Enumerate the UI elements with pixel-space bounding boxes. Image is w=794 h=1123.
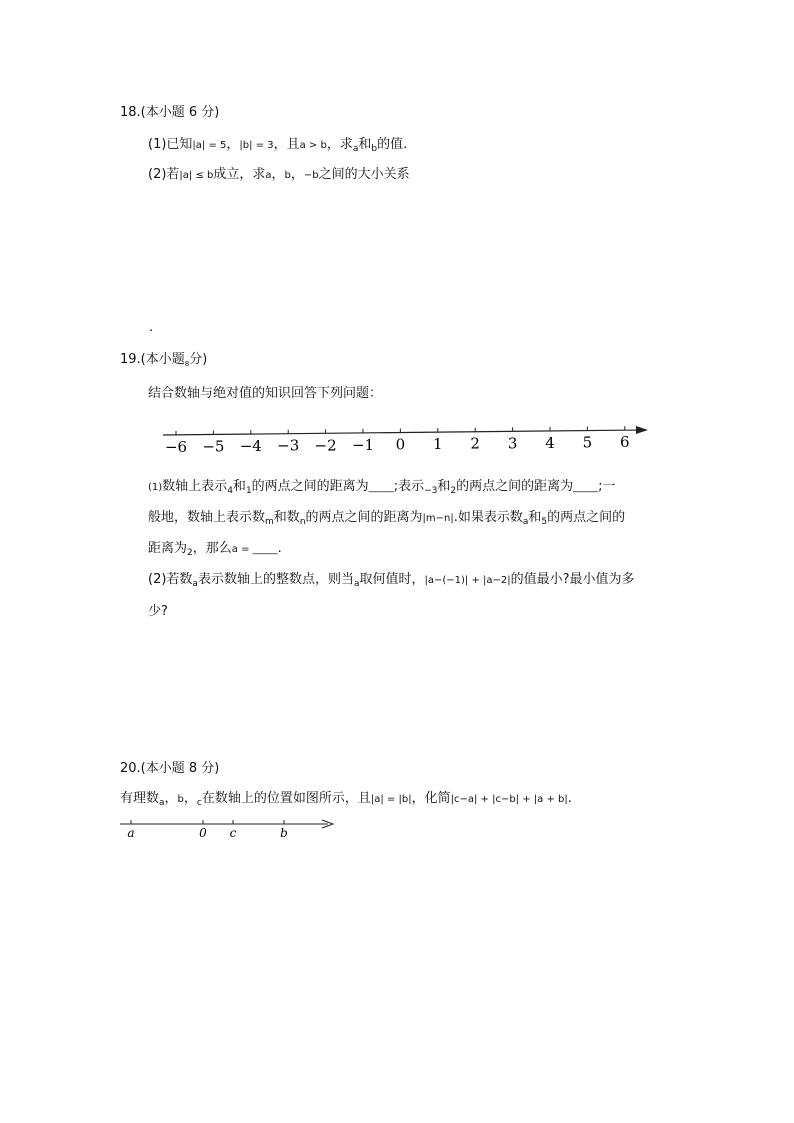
q20-text4: . xyxy=(567,791,572,806)
q19-p1-num5: 5 xyxy=(541,517,548,527)
q19-p1-and2: 和 xyxy=(437,479,451,494)
q20-text: 有理数 xyxy=(120,791,160,806)
q19-p1-l2-text4: .如果表示数 xyxy=(453,510,523,525)
q19-p1-l3-text: 距离为 xyxy=(148,541,188,556)
q19-p1-l3-text3: . xyxy=(277,541,282,556)
q18-p2-text: (2)若 xyxy=(148,167,180,182)
number-line-point-label: b xyxy=(280,826,288,840)
q19-p1-blank1[interactable]: _____ xyxy=(368,482,394,493)
number-line-tick-label: 1 xyxy=(433,435,443,454)
number-line-axis xyxy=(163,430,640,435)
q19-part1-line3 xyxy=(148,541,282,558)
q19-p1-l2-text2: 和数 xyxy=(273,510,300,525)
number-line-tick-label: 3 xyxy=(507,434,518,453)
q18-p1-text3: ，求 xyxy=(326,137,353,152)
q18-p1-text: (1)已知 xyxy=(148,137,193,152)
q18-answer-dot: . xyxy=(149,320,154,335)
q19-p1-l3-text2: ，那么 xyxy=(192,541,232,556)
q19-p1-and: 和 xyxy=(232,479,246,494)
q20-var-b: b xyxy=(177,794,184,805)
number-line-tick-label: −1 xyxy=(351,435,375,454)
q19-p1-formula: |m−n| xyxy=(422,513,454,524)
number-line-tick-label: 4 xyxy=(545,433,555,452)
q19-p2-text4: 的值最小?最小值为多 xyxy=(510,572,635,587)
q18-p1-text4: 和 xyxy=(358,137,372,152)
q19-p1-var-n: n xyxy=(299,517,306,527)
q20-sep2: ， xyxy=(183,791,197,806)
q19-p1-text4: 的两点之间的距离为 xyxy=(456,479,574,494)
q19-p1-var-a: a xyxy=(522,517,529,527)
q19-p1-num2: 2 xyxy=(450,486,457,496)
number-line-tick-label: 2 xyxy=(470,434,480,453)
q19-p1-l2-text: 般地，数轴上表示数 xyxy=(148,510,266,525)
q20-var-a: a xyxy=(159,798,165,808)
q19-header xyxy=(120,352,207,369)
q19-p1-label: (1) xyxy=(148,482,163,493)
q18-p1-cond: a > b xyxy=(299,140,327,151)
q18-p1-abs-a: |a| = 5 xyxy=(192,140,227,151)
q18-part2 xyxy=(148,167,410,184)
q18-p2-text2: 成立，求 xyxy=(213,167,266,182)
q19-p1-blank2[interactable]: _____ xyxy=(573,482,599,493)
number-line-tick-label: −3 xyxy=(277,436,300,455)
number-line-tick-label: −6 xyxy=(164,437,188,456)
q19-p1-text: 数轴上表示 xyxy=(162,479,228,494)
q18-p1-abs-b: |b| = 3 xyxy=(239,140,274,151)
q19-p1-num2b: 2 xyxy=(187,548,193,558)
q19-p1-text2: 的两点之间的距离为 xyxy=(251,479,369,494)
q19-number-line xyxy=(0,420,794,460)
q20-sep1: ， xyxy=(164,791,178,806)
q19-p1-num4: 4 xyxy=(227,486,233,496)
q19-part2-line2: 少? xyxy=(148,604,168,619)
q18-part1 xyxy=(148,137,407,154)
number-line-tick-label: −2 xyxy=(314,436,337,455)
q19-p1-l2-text3: 的两点之间的距离为 xyxy=(305,510,423,525)
number-line-point-label: a xyxy=(127,826,135,840)
q19-p2-text3: 取何值时， xyxy=(359,572,425,587)
q20-var-c: c xyxy=(196,798,202,808)
q19-p2-var-a: a xyxy=(192,579,198,589)
q19-header-text: 19.(本小题 xyxy=(120,352,185,367)
number-line-point-label: 0 xyxy=(199,826,207,840)
q19-p2-text2: 表示数轴上的整数点，则当 xyxy=(197,572,354,587)
q19-intro: 结合数轴与绝对值的知识回答下列问题： xyxy=(148,386,383,401)
q19-p1-answer-blank[interactable]: a = _____ xyxy=(231,544,278,555)
q20-text3: ，化简 xyxy=(411,791,451,806)
q19-p2-formula: |a−(−1)| + |a−2| xyxy=(424,575,511,586)
q18-p1-sep: ， xyxy=(226,137,240,152)
number-line-point-label: c xyxy=(229,826,237,840)
q19-p2-text: (2)若数 xyxy=(148,572,193,587)
q18-p1-var-b: b xyxy=(371,144,378,154)
number-line-tick-label: 0 xyxy=(395,435,406,454)
q20-number-line xyxy=(0,812,794,842)
q20-cond: |a| = |b| xyxy=(370,794,412,805)
q19-p1-var-m: m xyxy=(265,517,274,527)
q19-p2-var-a2: a xyxy=(353,579,360,589)
q19-p1-text3: ;表示 xyxy=(393,479,425,494)
q19-p1-l2-text6: 的两点之间的 xyxy=(547,510,626,525)
q20-header: 20.(本小题 8 分) xyxy=(120,761,220,776)
q19-part2-line1 xyxy=(148,572,635,589)
q18-header: 18.(本小题 6 分) xyxy=(120,105,220,120)
q19-header-score: 8 xyxy=(184,360,190,368)
q20-statement xyxy=(120,791,572,808)
q18-p2-sep1: ， xyxy=(271,167,285,182)
q19-p1-num1: 1 xyxy=(245,486,252,496)
number-line-tick-label: 6 xyxy=(620,433,630,452)
q19-p1-l2-text5: 和 xyxy=(528,510,542,525)
q18-p2-sep2: ， xyxy=(290,167,304,182)
q19-part1-line1 xyxy=(148,479,616,496)
q20-text2: 在数轴上的位置如图所示，且 xyxy=(201,791,371,806)
q18-p2-cond: |a| ≤ b xyxy=(179,170,214,181)
q18-p1-text2: ，且 xyxy=(273,137,300,152)
q18-p1-text5: 的值. xyxy=(377,137,408,152)
q19-header-text2: 分) xyxy=(189,352,208,367)
q18-p2-text3: 之间的大小关系 xyxy=(318,167,410,182)
number-line-arrow xyxy=(636,426,648,434)
q20-formula: |c−a| + |c−b| + |a + b| xyxy=(450,794,568,805)
q18-p2-var-b: b xyxy=(284,170,291,181)
number-line-tick-label: −5 xyxy=(202,437,225,456)
q19-p1-text5: ;一 xyxy=(598,479,616,494)
q18-p1-var-a: a xyxy=(352,144,359,154)
q18-p2-var-a: a xyxy=(265,170,272,181)
q19-part1-line2 xyxy=(148,510,625,527)
q19-p1-num-neg3: −3 xyxy=(424,486,438,496)
q18-p2-var-nb: −b xyxy=(303,170,319,181)
number-line-tick-label: 5 xyxy=(582,433,593,452)
number-line-tick-label: −4 xyxy=(239,437,262,456)
